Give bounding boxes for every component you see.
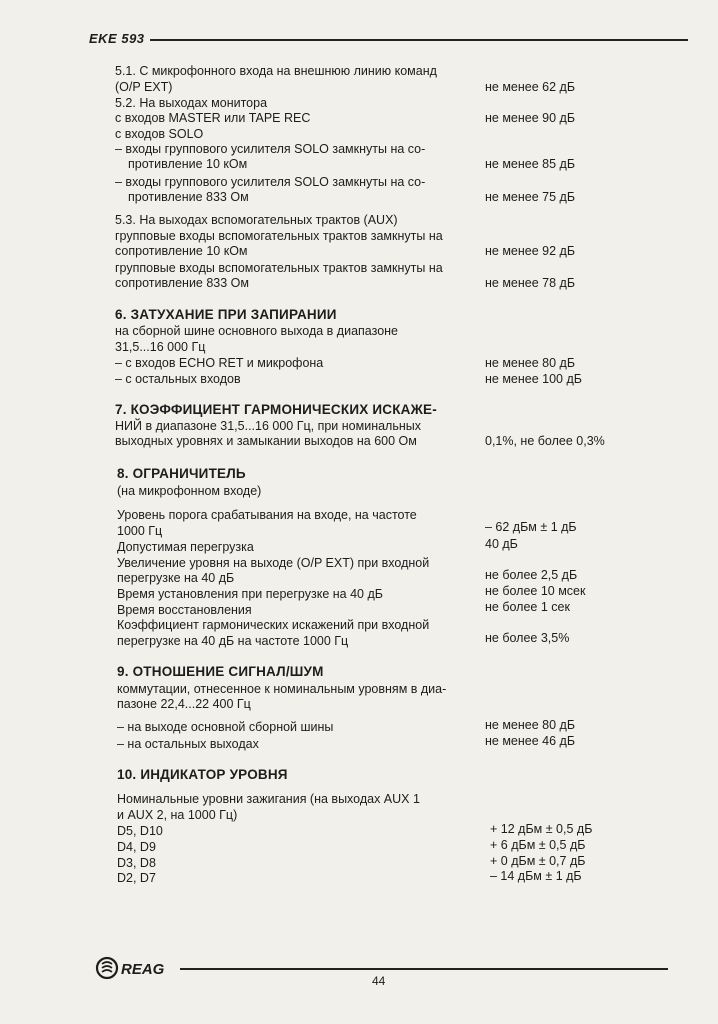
section-heading: 6. ЗАТУХАНИЕ ПРИ ЗАПИРАНИИ xyxy=(115,307,337,322)
spec-line: – на выходе основной сборной шины xyxy=(117,720,334,734)
logo-text: REAG xyxy=(121,961,165,978)
section-heading: 8. ОГРАНИЧИТЕЛЬ xyxy=(117,466,246,481)
spec-value: – 14 дБм ± 1 дБ xyxy=(490,869,582,883)
footer-rule xyxy=(180,968,668,970)
spec-value: – 62 дБм ± 1 дБ xyxy=(485,520,577,534)
spec-value: 0,1%, не более 0,3% xyxy=(485,434,605,448)
spec-value: + 6 дБм ± 0,5 дБ xyxy=(490,838,586,852)
spec-line: групповые входы вспомогательных трактов замкнуты на xyxy=(115,229,443,243)
spec-line: пазоне 22,4...22 400 Гц xyxy=(117,697,251,711)
spec-line: – входы группового усилителя SOLO замкнуты на со- xyxy=(115,175,426,189)
spec-line: 5.1. С микрофонного входа на внешнюю линию команд xyxy=(115,64,437,78)
header-rule xyxy=(150,39,688,41)
spec-line: с входов SOLO xyxy=(115,127,204,141)
spec-line: (на микрофонном входе) xyxy=(117,484,262,498)
spec-line: – входы группового усилителя SOLO замкнуты на со- xyxy=(115,142,426,156)
spec-value: не более 1 сек xyxy=(485,600,570,614)
spec-line: D2, D7 xyxy=(117,871,156,885)
spec-line: D3, D8 xyxy=(117,856,156,870)
spec-line: Уровень порога срабатывания на входе, на частоте xyxy=(117,508,417,522)
spec-line: групповые входы вспомогательных трактов замкнуты на xyxy=(115,261,443,275)
spec-line: перегрузке на 40 дБ xyxy=(117,571,235,585)
spec-line: – с входов ECHO RET и микрофона xyxy=(115,356,324,370)
spec-line: противление 833 Ом xyxy=(128,190,249,204)
spec-line: Увеличение уровня на выходе (O/P EXT) при входной xyxy=(117,556,430,570)
spec-line: 31,5...16 000 Гц xyxy=(115,340,206,354)
spec-line: сопротивление 10 кОм xyxy=(115,244,248,258)
spec-line: 5.3. На выходах вспомогательных трактов (AUX) xyxy=(115,213,398,227)
spec-line: на сборной шине основного выхода в диапазоне xyxy=(115,324,399,338)
model-header: EKE 593 xyxy=(89,31,145,46)
spec-line: 5.2. На выходах монитора xyxy=(115,96,268,110)
spec-line: 1000 Гц xyxy=(117,524,163,538)
spec-value: не более 3,5% xyxy=(485,631,570,645)
section-heading: 9. ОТНОШЕНИЕ СИГНАЛ/ШУМ xyxy=(117,664,324,679)
reag-logo xyxy=(95,955,190,981)
spec-value: не менее 80 дБ xyxy=(485,718,576,732)
section-heading: 7. КОЭФФИЦИЕНТ ГАРМОНИЧЕСКИХ ИСКАЖЕ- xyxy=(115,402,437,417)
spec-line: и AUX 2, на 1000 Гц) xyxy=(117,808,238,822)
spec-line: с входов MASTER или TAPE REC xyxy=(115,111,311,125)
spec-line: D4, D9 xyxy=(117,840,156,854)
page-number: 44 xyxy=(372,974,386,988)
spec-line: Коэффициент гармонических искажений при входной xyxy=(117,618,430,632)
spec-line: Время восстановления xyxy=(117,603,252,617)
spec-line: противление 10 кОм xyxy=(128,157,248,171)
spec-value: не менее 75 дБ xyxy=(485,190,576,204)
spec-value: не менее 46 дБ xyxy=(485,734,576,748)
spec-value: + 0 дБм ± 0,7 дБ xyxy=(490,854,586,868)
spec-line: выходных уровнях и замыкании выходов на 600 Ом xyxy=(115,434,417,448)
spec-line: Время установления при перегрузке на 40 дБ xyxy=(117,587,383,601)
spec-line: Допустимая перегрузка xyxy=(117,540,254,554)
spec-line: – с остальных входов xyxy=(115,372,241,386)
spec-value: + 12 дБм ± 0,5 дБ xyxy=(490,822,593,836)
spec-line: D5, D10 xyxy=(117,824,163,838)
spec-line: НИЙ в диапазоне 31,5...16 000 Гц, при номинальных xyxy=(115,419,421,433)
spec-value: не более 10 мсек xyxy=(485,584,586,598)
spec-value: не менее 78 дБ xyxy=(485,276,576,290)
spec-value: не менее 92 дБ xyxy=(485,244,576,258)
spec-line: сопротивление 833 Ом xyxy=(115,276,250,290)
spec-line: – на остальных выходах xyxy=(117,737,259,751)
spec-value: не менее 80 дБ xyxy=(485,356,576,370)
spec-line: перегрузке на 40 дБ на частоте 1000 Гц xyxy=(117,634,349,648)
spec-value: не менее 100 дБ xyxy=(485,372,582,386)
spec-value: не менее 90 дБ xyxy=(485,111,576,125)
spec-value: не менее 85 дБ xyxy=(485,157,576,171)
section-heading: 10. ИНДИКАТОР УРОВНЯ xyxy=(117,767,288,782)
spec-line: Номинальные уровни зажигания (на выходах AUX 1 xyxy=(117,792,420,806)
spec-value: 40 дБ xyxy=(485,537,518,551)
spec-value: не более 2,5 дБ xyxy=(485,568,578,582)
spec-line: (O/P EXT) xyxy=(115,80,173,94)
spec-value: не менее 62 дБ xyxy=(485,80,576,94)
spec-line: коммутации, отнесенное к номинальным уровням в диа- xyxy=(117,682,447,696)
